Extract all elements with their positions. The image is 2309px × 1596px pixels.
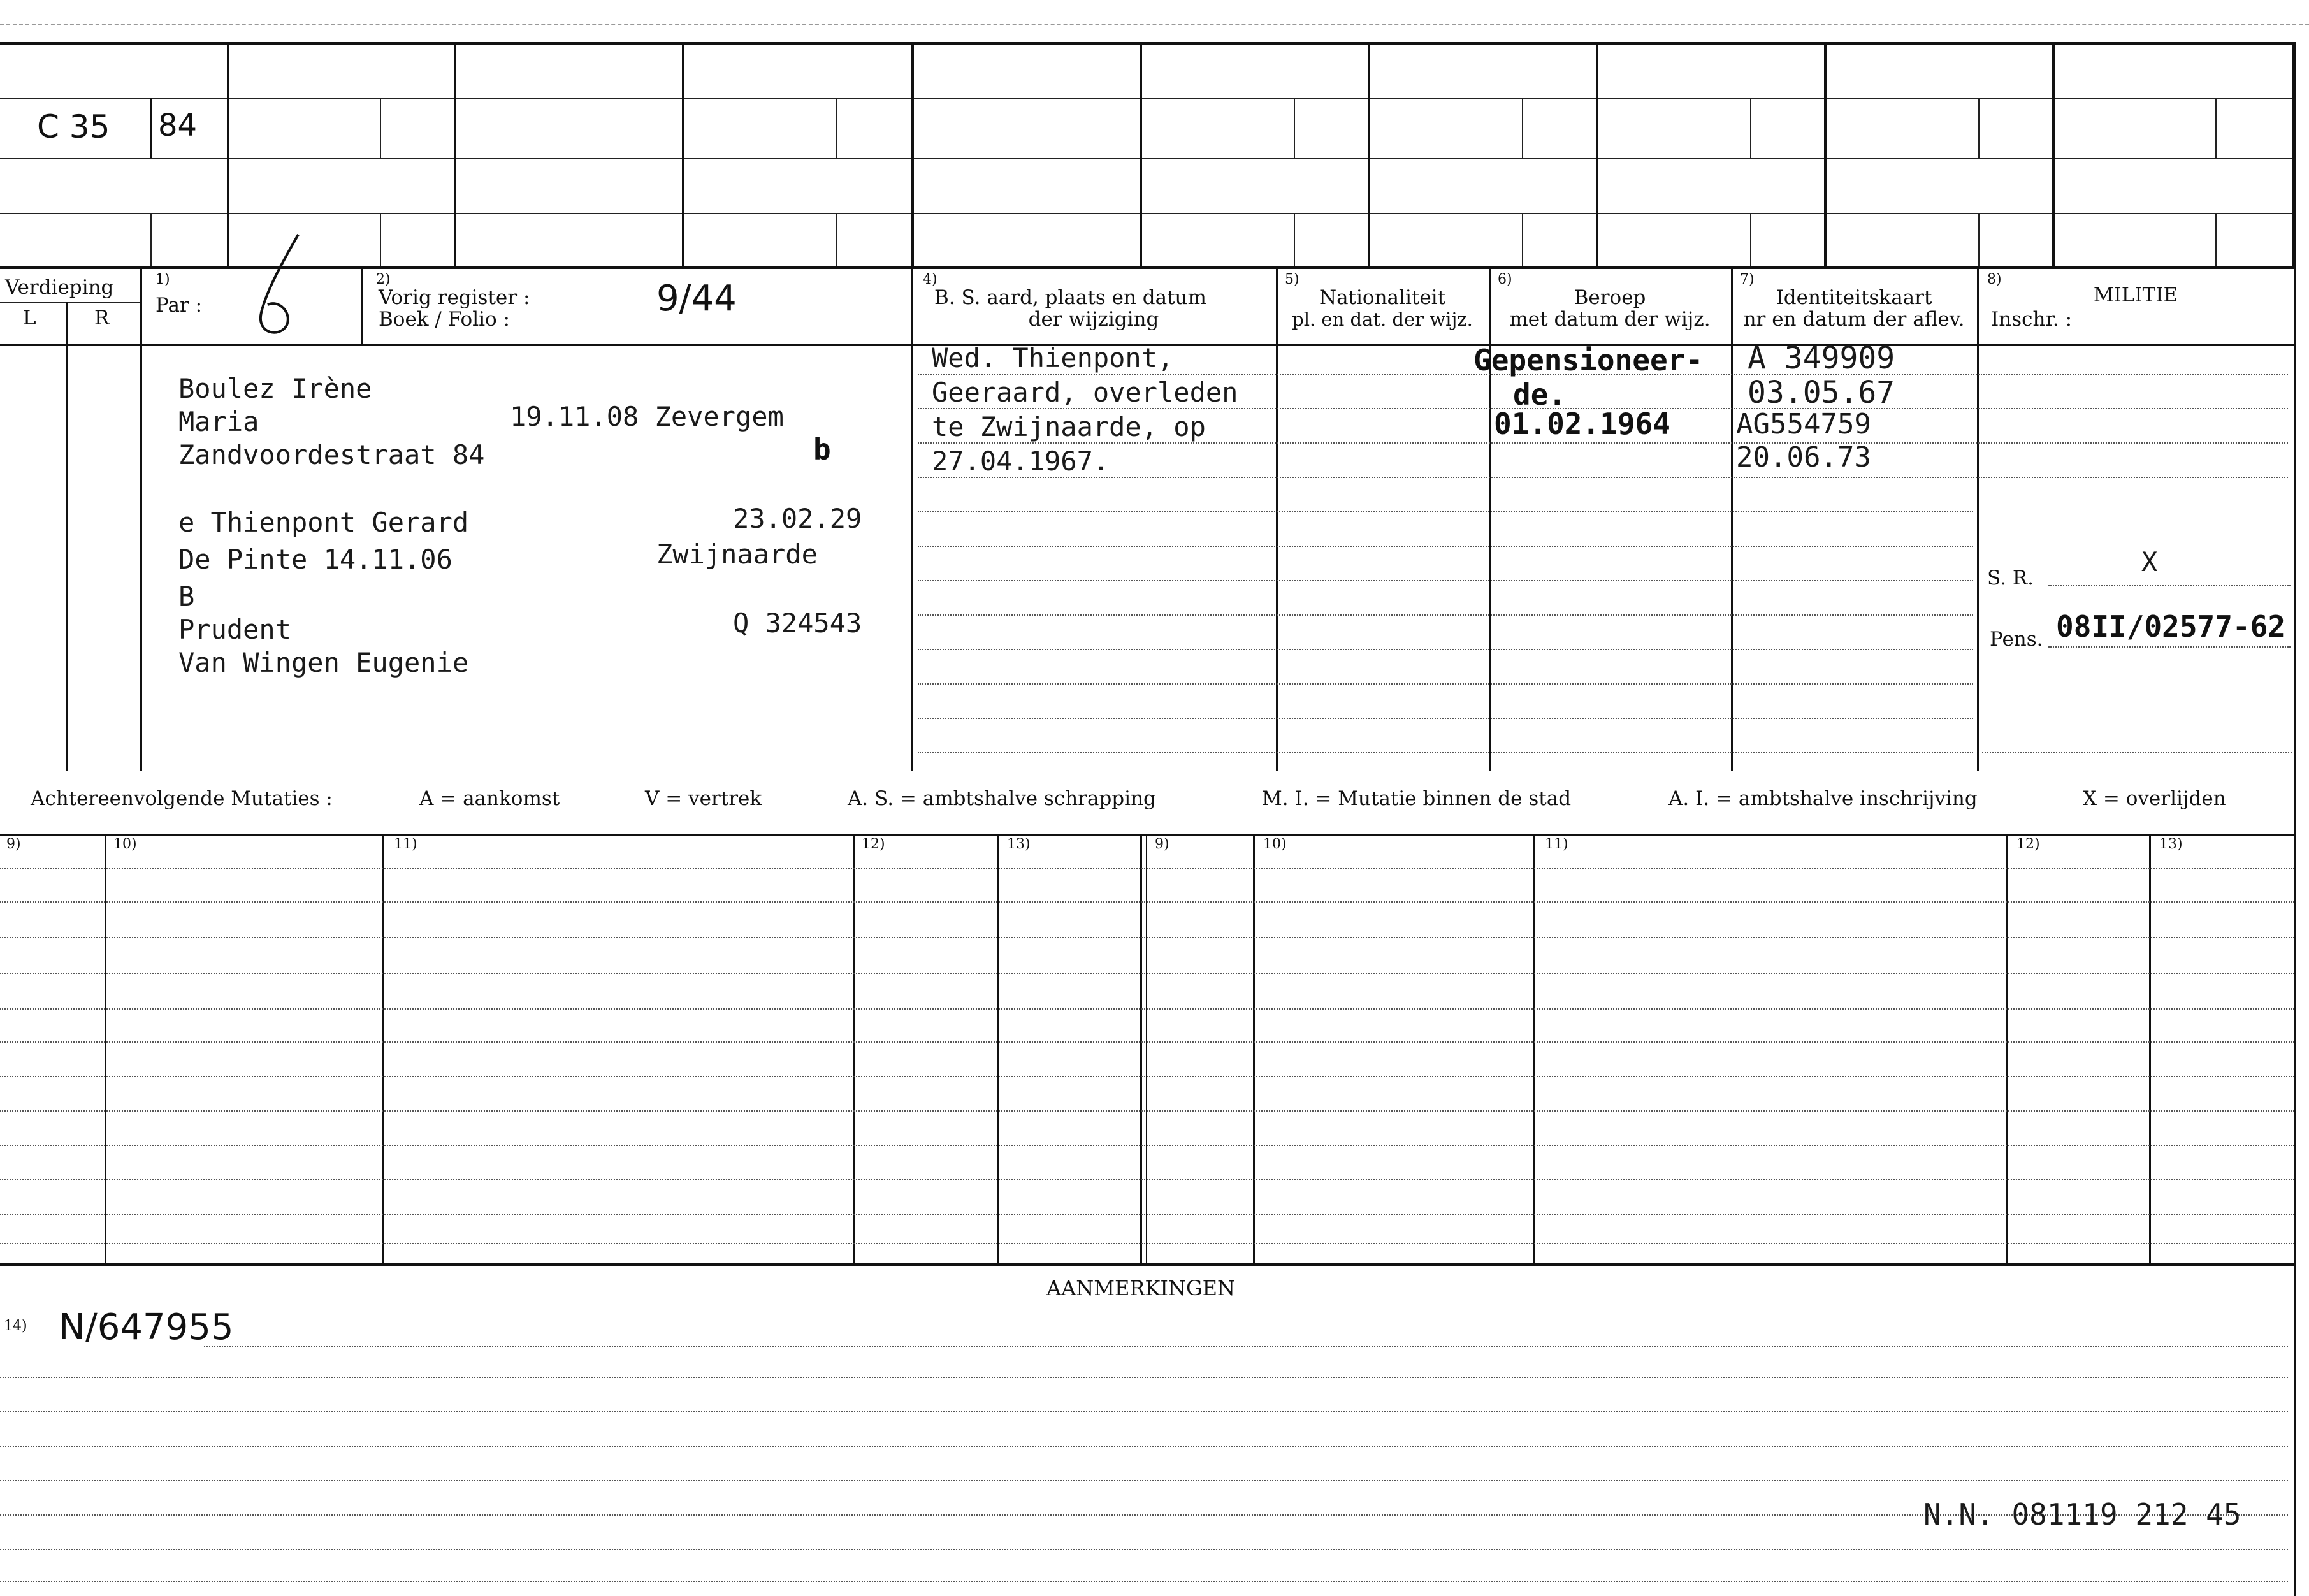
mut-col-header: 11) (1545, 836, 1568, 852)
top-grid-tick (1522, 98, 1523, 158)
mut-col-header: 12) (2016, 836, 2040, 852)
body-row-line (918, 511, 1973, 512)
prudent: Prudent (178, 614, 292, 645)
mut-col-line (1533, 834, 1535, 1263)
mother: Van Wingen Eugenie (178, 647, 469, 678)
legend-x: X = overlijden (2083, 787, 2226, 810)
top-grid-tick (380, 98, 381, 158)
card-right-edge (2294, 42, 2296, 1596)
remark-line (0, 1446, 2288, 1447)
mutation-top-line (0, 834, 2294, 836)
top-grid-border-bottom (0, 266, 2294, 269)
body-row-line (918, 683, 1973, 685)
mut-row-line (0, 1243, 2294, 1244)
body-row-line (918, 477, 2288, 478)
beroep-line-1: Gepensioneer- (1473, 343, 1704, 377)
verdieping-l: L (23, 307, 36, 330)
top-grid-tick (1750, 213, 1751, 266)
beroep-header-line1: Beroep (1574, 286, 1646, 309)
body-row-line (918, 752, 1973, 753)
sr-value: X (2141, 546, 2158, 577)
code-divider (150, 98, 152, 158)
sr-line (2048, 585, 2291, 586)
top-grid-tick (1978, 98, 1980, 158)
id-line-4: 20.06.73 (1736, 441, 1871, 474)
header-num-6: 6) (1498, 272, 1512, 287)
sr-label: S. R. (1987, 567, 2034, 590)
top-grid-vline (227, 42, 229, 266)
mut-row-line (0, 1110, 2294, 1112)
col-line-5 (1276, 266, 1278, 771)
mut-col-header: 10) (113, 836, 137, 852)
inschr-label: Inschr. : (1991, 308, 2073, 331)
verdieping-r: R (94, 307, 110, 330)
top-grid-vline (1140, 42, 1142, 266)
mut-row-line (0, 901, 2294, 903)
mut-col-line (997, 834, 999, 1263)
bs-header-line1: B. S. aard, plaats en datum (934, 286, 1206, 309)
mut-row-line (0, 1214, 2294, 1215)
spouse-birth: De Pinte 14.11.06 (178, 544, 452, 575)
body-row-line (918, 718, 1973, 719)
spouse: e Thienpont Gerard (178, 507, 469, 538)
col-line-4 (911, 266, 913, 771)
person-line1: Boulez Irène (178, 373, 372, 404)
mut-row-line (0, 868, 2294, 869)
mut-col-line (1146, 834, 1147, 1263)
code-value: C 35 (37, 108, 110, 145)
mut-col-header: 13) (2159, 836, 2183, 852)
bs-line-2: Geeraard, overleden (932, 377, 1238, 408)
person-line2: Maria (178, 406, 259, 437)
mut-col-line (1253, 834, 1255, 1263)
mut-col-header: 9) (1155, 836, 1169, 852)
top-grid-vline (682, 42, 684, 266)
marriage-date: 23.02.29 (733, 503, 862, 534)
body-row-line (918, 649, 1973, 650)
top-grid-vline (1824, 42, 1827, 266)
top-grid-tick (1522, 213, 1523, 266)
top-grid-vline (2052, 42, 2055, 266)
top-grid-tick (2215, 98, 2217, 158)
top-grid-tick (1750, 98, 1751, 158)
top-grid-tick (1294, 213, 1295, 266)
remark-line (0, 1480, 2288, 1481)
legend-as: A. S. = ambtshalve schrapping (848, 787, 1156, 810)
beroep-header-line2: met datum der wijz. (1509, 308, 1711, 331)
folio-value: 9/44 (656, 278, 737, 319)
top-grid-row-2 (0, 158, 2294, 159)
top-grid-vline (1596, 42, 1598, 266)
boek-folio-label: Boek / Folio : (379, 308, 510, 331)
nat-header-line2: pl. en dat. der wijz. (1292, 308, 1473, 330)
top-grid-tick (2215, 213, 2217, 266)
id-line-3: AG554759 (1736, 408, 1871, 440)
mark-b: b (813, 432, 831, 467)
militie-header: MILITIE (2093, 284, 2178, 307)
mut-col-line (382, 834, 384, 1263)
mut-row-line (0, 937, 2294, 938)
marriage-place: Zwijnaarde (656, 539, 818, 570)
header-num-1: 1) (156, 272, 170, 287)
pens-label: Pens. (1990, 628, 2043, 651)
card-top-edge (0, 24, 2309, 25)
header-num-2: 2) (376, 272, 391, 287)
mut-col-header: 10) (1263, 836, 1287, 852)
mut-row-line (0, 1179, 2294, 1180)
bs-line-1: Wed. Thienpont, (932, 342, 1174, 374)
mut-row-line (0, 973, 2294, 974)
col-line-lr (66, 302, 68, 771)
id-line-2: 03.05.67 (1748, 375, 1895, 410)
col-line-1 (140, 266, 142, 771)
top-grid-tick (836, 98, 837, 158)
id-line-1: A 349909 (1748, 340, 1895, 376)
mut-row-line (0, 1008, 2294, 1010)
remark-line (204, 1346, 2288, 1347)
vorig-register-label: Vorig register : (379, 286, 530, 309)
aanmerkingen-value: N/647955 (59, 1307, 234, 1348)
header-num-5: 5) (1285, 272, 1299, 287)
mut-col-line (2006, 834, 2008, 1263)
nn-number: N.N. 081119 212 45 (1923, 1497, 2241, 1532)
mut-col-header: 9) (6, 836, 21, 852)
legend-ai: A. I. = ambtshalve inschrijving (1668, 787, 1978, 810)
remark-line (0, 1549, 2288, 1550)
q-number: Q 324543 (733, 607, 862, 639)
top-grid-tick (836, 213, 837, 266)
remark-line (0, 1411, 2288, 1412)
mut-col-header: 11) (394, 836, 417, 852)
address: Zandvoordestraat 84 (178, 439, 485, 470)
legend-a: A = aankomst (419, 787, 560, 810)
mutaties-title: Achtereenvolgende Mutaties : (31, 787, 333, 810)
par-label: Par : (156, 294, 203, 317)
body-row-line (918, 614, 1973, 616)
top-grid-row-1 (0, 98, 2294, 99)
bs-line-4: 27.04.1967. (932, 446, 1110, 477)
birth-info: 19.11.08 Zevergem (510, 401, 784, 432)
top-grid-row-3 (0, 213, 2294, 214)
legend-v: V = vertrek (645, 787, 762, 810)
mut-col-line (105, 834, 106, 1263)
bs-header-line2: der wijziging (1028, 308, 1159, 331)
aanmerkingen-title: AANMERKINGEN (1046, 1276, 1235, 1300)
mut-row-line (0, 1076, 2294, 1077)
mut-col-line (853, 834, 855, 1263)
pens-value: 08II/02577-62 (2056, 609, 2286, 644)
top-grid-tick (380, 213, 381, 266)
beroep-line-2: de. (1513, 377, 1567, 412)
col-line-7 (1731, 266, 1733, 771)
remark-line (0, 1377, 2288, 1378)
number-value: 84 (158, 108, 198, 143)
remark-line (0, 1581, 2288, 1582)
mutation-bottom-line (0, 1263, 2294, 1266)
id-header-line2: nr en datum der aflev. (1743, 308, 1965, 331)
header-num-4: 4) (923, 272, 937, 287)
top-grid-tick (150, 213, 152, 266)
top-grid-tick (1294, 98, 1295, 158)
top-grid-tick (1978, 213, 1980, 266)
pens-line (2048, 646, 2291, 648)
body-row-line (918, 580, 1973, 581)
verdieping-divider (0, 302, 140, 303)
header-num-8: 8) (1987, 272, 2002, 287)
mut-row-line (0, 1145, 2294, 1146)
mut-row-line (0, 1041, 2294, 1043)
top-grid-border-top (0, 42, 2294, 45)
col-line-6 (1489, 266, 1491, 771)
top-grid-vline (1368, 42, 1370, 266)
bs-line-3: te Zwijnaarde, op (932, 411, 1206, 442)
beroep-line-3: 01.02.1964 (1494, 407, 1670, 441)
col-line-8 (1977, 266, 1979, 771)
mut-col-header: 12) (862, 836, 885, 852)
body-row-line (918, 546, 1973, 547)
letter-b: B (178, 581, 195, 612)
body-row-line (1982, 752, 2292, 753)
signature-mark (242, 229, 319, 351)
top-grid-vline (454, 42, 456, 266)
mut-col-header: 13) (1007, 836, 1031, 852)
body-row-line (918, 442, 2288, 444)
legend-mi: M. I. = Mutatie binnen de stad (1262, 787, 1572, 810)
col-line-2 (361, 266, 363, 344)
id-header-line1: Identiteitskaart (1776, 286, 1932, 309)
top-grid-vline (911, 42, 914, 266)
header-num-7: 7) (1740, 272, 1755, 287)
aanmerkingen-num: 14) (4, 1318, 27, 1334)
mut-col-line (2149, 834, 2151, 1263)
mut-col-line (1140, 834, 1142, 1263)
verdieping-label: Verdieping (5, 276, 114, 299)
nat-header-line1: Nationaliteit (1319, 286, 1446, 309)
